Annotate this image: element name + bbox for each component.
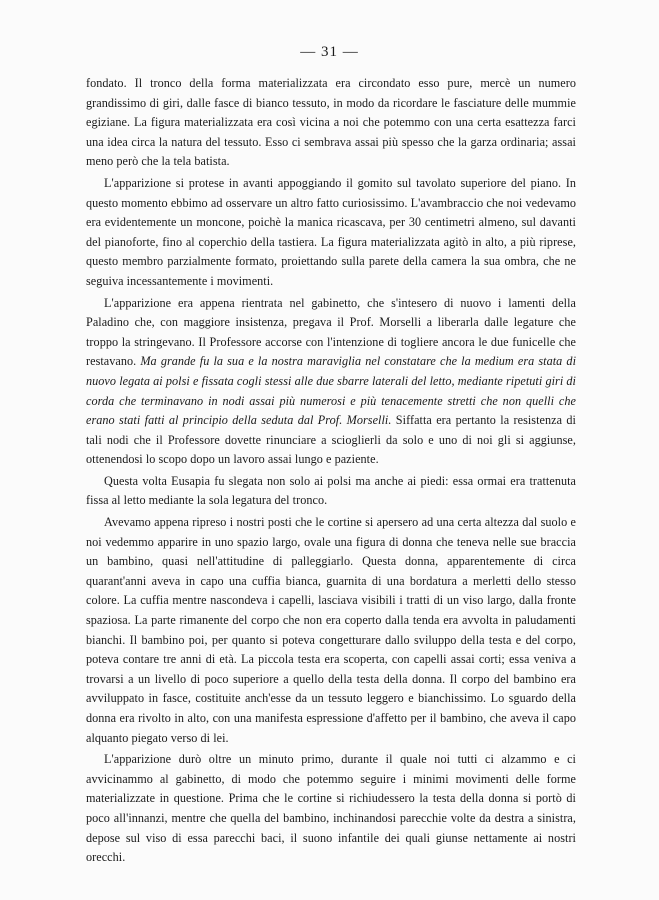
paragraph-3-text-a: L'apparizione era appena rientrata nel gabinetto, che s'intesero di nuovo i lamenti della Paladino che, con maggiore insistenza, pregava il Prof. Morselli a liberarla dalle legature che troppo la stringevano. Il Professore accorse con l'intenzione di togliere ancora le due funicelle che restavano. (86, 295, 576, 369)
paragraph-5 (86, 513, 576, 748)
paragraph-5-text: Avevamo appena ripreso i nostri posti che le cortine si apersero ad una certa altezza dal suolo e noi vedemmo apparire in uno spazio largo, ovale una figura di donna che teneva nelle sue braccia un bambino, quasi nell'attitudine di palleggiarlo. Questa donna, apparentemente di circa quarant'anni aveva in capo una cuffia bianca, guarnita di una bordatura a merletti dello stesso colore. La cuffia mentre nascondeva i capelli, lasciava visibili i tratti di un viso largo, dalla fronte spaziosa. La parte rimanente del corpo che non era coperto dalla tenda era avvolta in paludamenti bianchi. Il bambino poi, per quanto si poteva congetturare dallo sviluppo della testa e del corpo, poteva contare tre anni di età. La piccola testa era scoperta, con capelli assai corti; essa veniva a trovarsi a un livello di poco superiore a quello della testa della donna. Il corpo del bambino era avviluppato in fasce, costituite anch'esse da un tessuto leggero e bianchissimo. Lo sguardo della donna era rivolto in alto, con una manifesta espressione d'affetto per il bambino, che aveva il capo alquanto piegato verso di lei. (86, 515, 576, 745)
paragraph-3-text-b: Siffatta era pertanto la resistenza di tali nodi che il Professore dovette rinunciare a scioglierli da solo e uno di noi gli si aggiunse, ottenendosi lo scopo dopo un lavoro assai lungo e paziente. (86, 413, 576, 467)
paragraph-3-italic-text: Ma grande fu la sua e la nostra maraviglia nel constatare che la medium era stata di nuovo legata ai polsi e fissata cogli stessi alle due sbarre laterali del letto, mediante ripetuti giri di corda che terminavano in nodi assai più numerosi e più tenacemente stretti che non quelli che erano stati fatti al principio della seduta dal Prof. Morselli. (86, 354, 577, 428)
paragraph-2 (86, 174, 576, 292)
paragraph-4 (86, 472, 576, 511)
paragraph-3 (86, 294, 576, 470)
paragraph-2-text: L'apparizione si protese in avanti appoggiando il gomito sul tavolato superiore del piano. In questo momento ebbimo ad osservare un altro fatto curiosissimo. L'avambraccio che noi vedevamo era evidentemente un moncone, poichè la manica ricascava, per 30 centimetri almeno, sul davanti del pianoforte, fino al coperchio della tastiera. La figura materializzata agitò in alto, a più riprese, questo membro parzialmente formato, proiettando sulla parete della camera la sua ombra, che ne seguiva incessantemente i movimenti. (86, 175, 576, 288)
body-text (86, 74, 576, 870)
page-number: — 31 — (300, 44, 359, 60)
paragraph-1 (86, 74, 576, 172)
paragraph-6 (86, 750, 576, 868)
paragraph-1-text: fondato. Il tronco della forma materializzata era circondato esso pure, mercè un numero grandissimo di giri, dalle fasce di bianco tessuto, in modo da ricordare le fasciature delle mummie egiziane. La figura materializzata era così vicina a noi che potemmo con una certa esattezza farci una idea circa la natura del tessuto. Esso ci sembrava assai più spesso che la garza ordinaria; assai meno però che la tela batista. (86, 76, 576, 169)
paragraph-6-text: L'apparizione durò oltre un minuto primo, durante il quale noi tutti ci alzammo e ci avvicinammo al gabinetto, di modo che potemmo seguire i minimi movimenti delle forme materializzate in questione. Prima che le cortine si richiudessero la testa della donna si portò di poco all'innanzi, mentre che quella del bambino, inchinandosi parecchie volte da destra a sinistra, depose sul viso di essa parecchi baci, il suono infantile dei quali giunse nettamente ai nostri orecchi. (86, 752, 576, 865)
paragraph-4-text: Questa volta Eusapia fu slegata non solo ai polsi ma anche ai piedi: essa ormai era trattenuta fissa al letto mediante la sola legatura del tronco. (86, 473, 576, 508)
